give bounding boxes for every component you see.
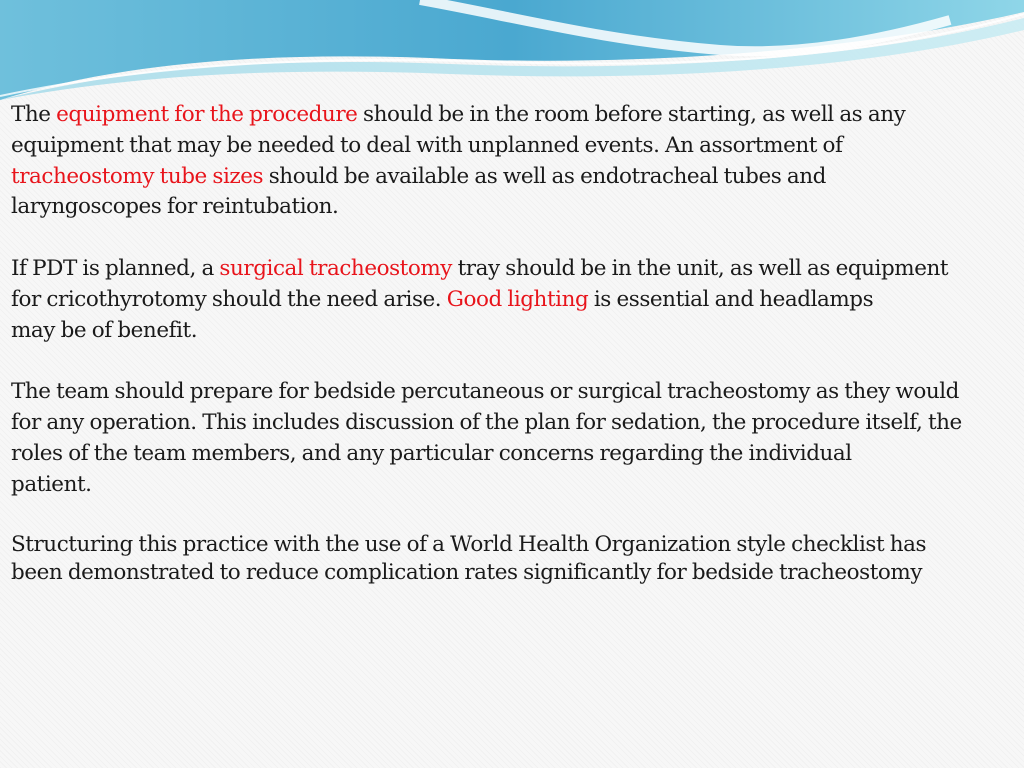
highlighted-term: surgical tracheostomy (219, 255, 452, 281)
paragraph (11, 531, 1021, 587)
text-segment: Structuring this practice with the use of a World Health Organization style checklist has (11, 532, 927, 558)
text-segment: The (11, 102, 57, 127)
paragraph (11, 100, 1021, 223)
text-line (11, 192, 1021, 223)
text-line (11, 162, 1021, 193)
text-segment: If PDT is planned, a (11, 255, 220, 281)
text-segment: laryngoscopes for reintubation. (11, 194, 339, 220)
text-segment: should be in the room before starting, as well as any (357, 102, 906, 127)
highlighted-term: equipment for the procedure (56, 102, 358, 127)
text-line (11, 316, 1021, 347)
text-line (11, 559, 1021, 587)
text-segment: for any operation. This includes discussion of the plan for sedation, the procedure itself, the (11, 409, 962, 435)
text-segment: roles of the team members, and any particular concerns regarding the individual (11, 440, 852, 466)
slide-body (11, 100, 1021, 618)
highlighted-term: Good lighting (446, 286, 589, 312)
text-segment: for cricothyrotomy should the need arise. (11, 286, 447, 312)
text-segment: may be of benefit. (11, 317, 198, 343)
text-segment: The team should prepare for bedside percutaneous or surgical tracheostomy as they would (11, 379, 959, 405)
text-segment: patient. (11, 471, 92, 497)
text-line (11, 100, 1021, 131)
text-line (11, 285, 1021, 316)
text-line (11, 254, 1021, 285)
text-segment: equipment that may be needed to deal with unplanned events. An assortment of (11, 132, 843, 158)
header-wave-decoration (0, 0, 1024, 100)
text-line (11, 377, 1021, 408)
paragraph (11, 254, 1021, 346)
text-line (11, 439, 1021, 470)
text-segment: should be available as well as endotracheal tubes and (263, 163, 826, 189)
text-line (11, 408, 1021, 439)
text-line (11, 131, 1021, 162)
text-line (11, 470, 1021, 501)
highlighted-term: tracheostomy tube sizes (11, 163, 264, 189)
text-segment: been demonstrated to reduce complication rates significantly for bedside tracheostomy (11, 560, 923, 586)
paragraph (11, 377, 1021, 500)
text-segment: tray should be in the unit, as well as equipment (451, 255, 949, 281)
text-line (11, 531, 1021, 559)
text-segment: is essential and headlamps (588, 286, 874, 312)
